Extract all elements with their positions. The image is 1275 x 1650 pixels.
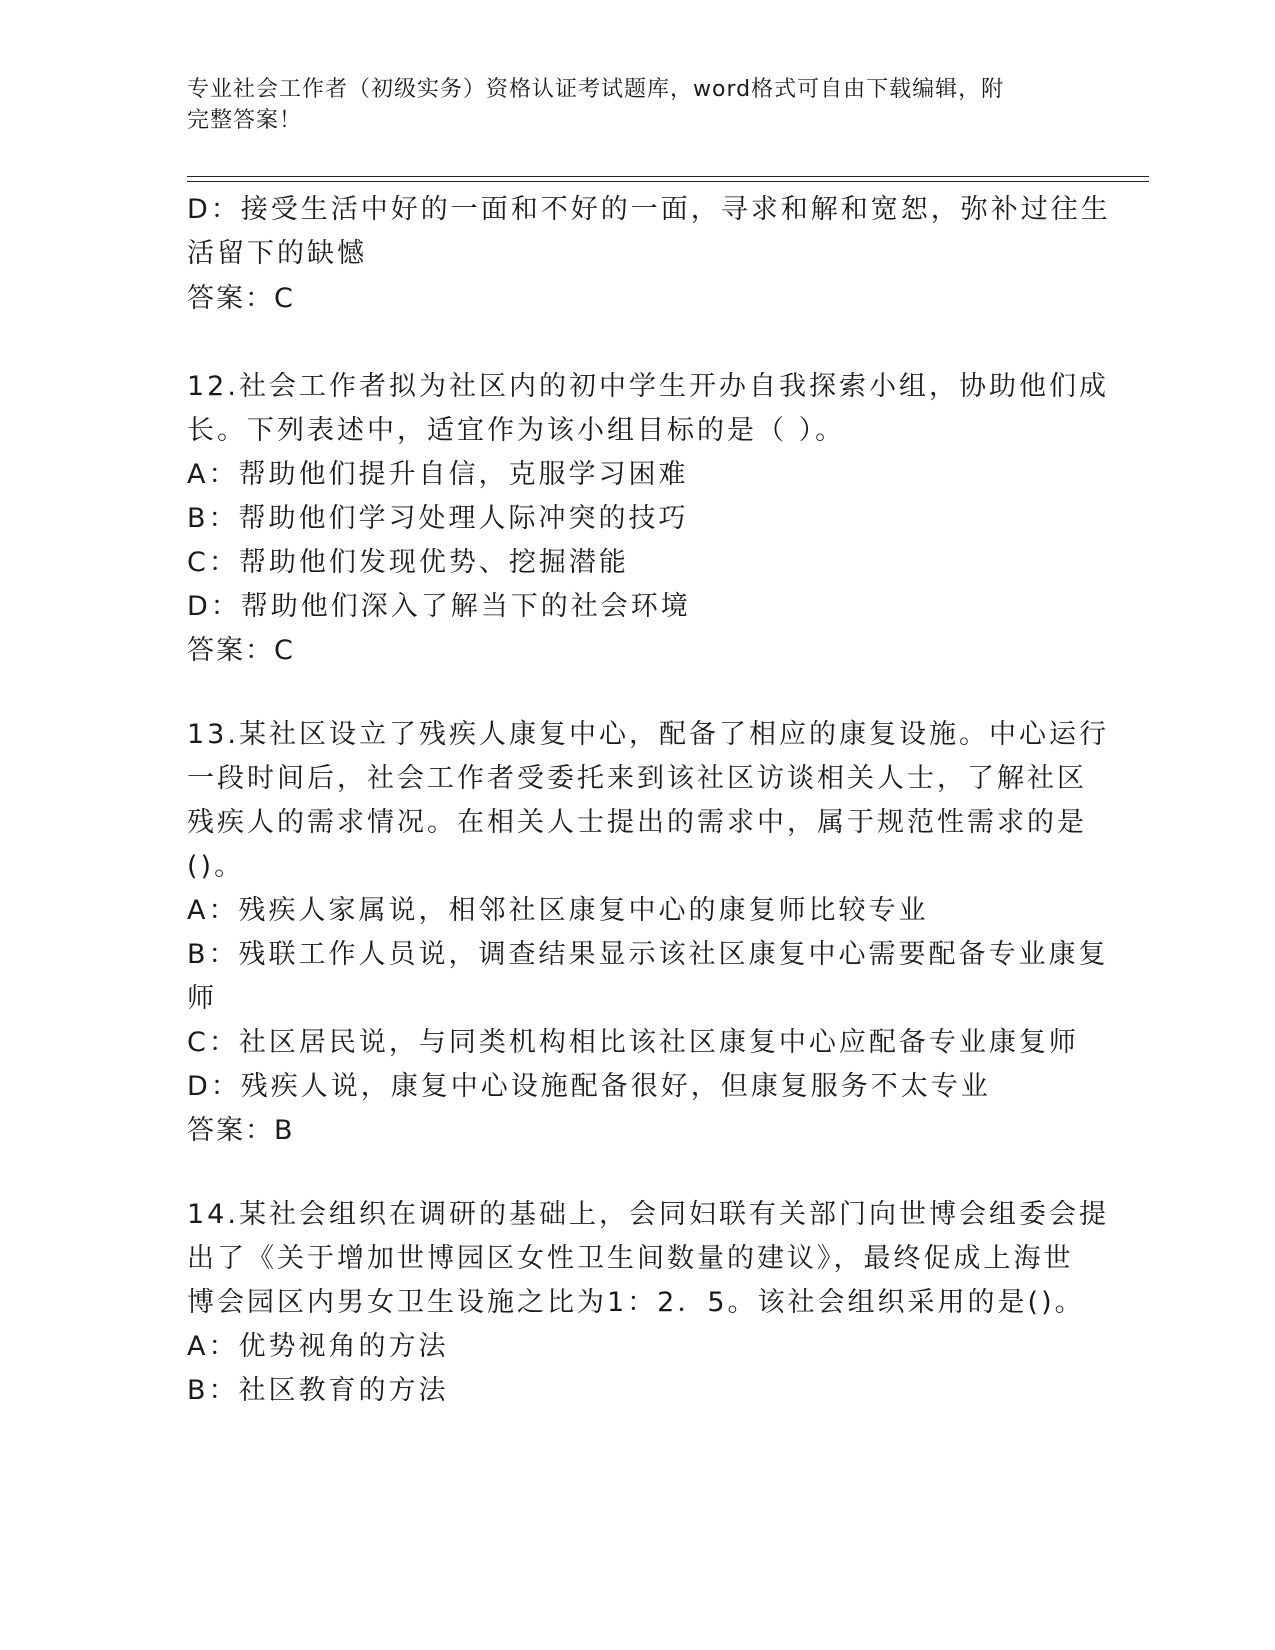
- q14-option-a: A：优势视角的方法: [187, 1331, 449, 1362]
- q11-option-d-line-1: D：接受生活中好的一面和不好的一面，寻求和解和宽恕，弥补过往生: [187, 194, 1111, 225]
- q14-option-b: B：社区教育的方法: [187, 1375, 449, 1406]
- q12-answer: 答案：C: [187, 635, 295, 666]
- q13-option-b-line-2: 师: [187, 983, 217, 1014]
- q12-stem-line-1: 12.社会工作者拟为社区内的初中学生开办自我探索小组，协助他们成: [187, 371, 1109, 402]
- header-divider-bottom: [187, 181, 1149, 182]
- q13-stem-line-3: 残疾人的需求情况。在相关人士提出的需求中，属于规范性需求的是: [187, 807, 1087, 838]
- q12-option-c: C：帮助他们发现优势、挖掘潜能: [187, 547, 629, 578]
- q11-option-d-line-2: 活留下的缺憾: [187, 238, 367, 269]
- q13-option-d: D：残疾人说，康复中心设施配备很好，但康复服务不太专业: [187, 1071, 991, 1102]
- header-divider-top: [187, 176, 1149, 177]
- q12-option-b: B：帮助他们学习处理人际冲突的技巧: [187, 503, 689, 534]
- q14-stem-line-1: 14.某社会组织在调研的基础上，会同妇联有关部门向世博会组委会提: [187, 1199, 1109, 1230]
- q12-option-d: D：帮助他们深入了解当下的社会环境: [187, 591, 691, 622]
- header-title-line-2: 完整答案！: [187, 108, 303, 133]
- q14-stem-line-3: 博会园区内男女卫生设施之比为1：2．5。该社会组织采用的是()。: [187, 1287, 1085, 1318]
- q14-stem-line-2: 出了《关于增加世博园区女性卫生间数量的建议》，最终促成上海世: [187, 1243, 1074, 1274]
- q13-stem-line-4: ()。: [187, 851, 245, 882]
- q12-option-a: A：帮助他们提升自信，克服学习困难: [187, 459, 689, 490]
- q13-stem-line-1: 13.某社区设立了残疾人康复中心，配备了相应的康复设施。中心运行: [187, 719, 1109, 750]
- document-header: [187, 74, 1067, 136]
- q13-option-a: A：残疾人家属说，相邻社区康复中心的康复师比较专业: [187, 895, 929, 926]
- q13-stem-line-2: 一段时间后，社会工作者受委托来到该社区访谈相关人士，了解社区: [187, 763, 1087, 794]
- q13-answer: 答案：B: [187, 1115, 295, 1146]
- q12-stem-line-2: 长。下列表述中，适宜作为该小组目标的是（ ）。: [187, 415, 846, 446]
- header-title-line-1: 专业社会工作者（初级实务）资格认证考试题库，word格式可自由下载编辑，附: [187, 77, 1005, 102]
- q13-option-b-line-1: B：残联工作人员说，调查结果显示该社区康复中心需要配备专业康复: [187, 939, 1109, 970]
- q13-option-c: C：社区居民说，与同类机构相比该社区康复中心应配备专业康复师: [187, 1027, 1079, 1058]
- q11-answer: 答案：C: [187, 283, 295, 314]
